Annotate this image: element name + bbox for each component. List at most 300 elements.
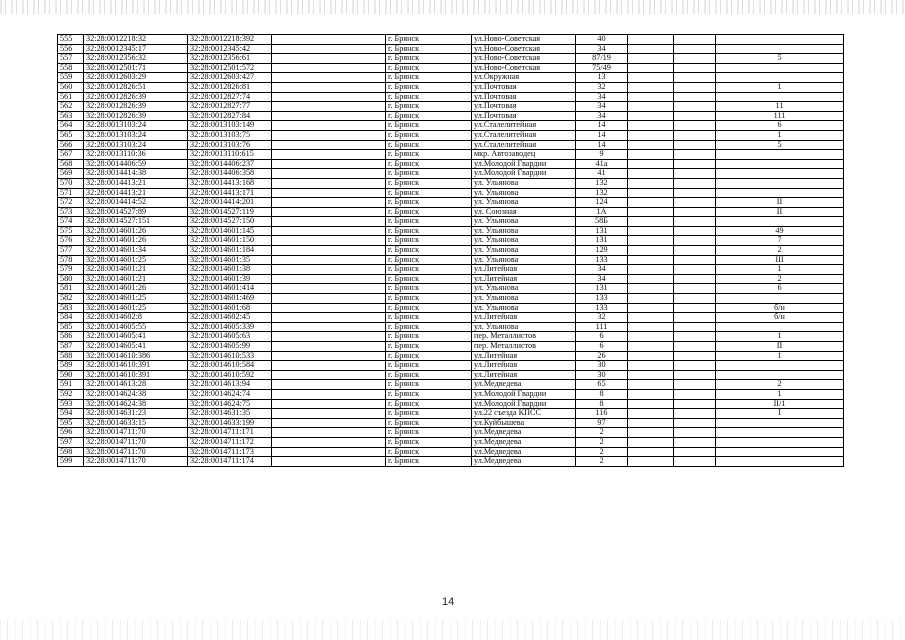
registry-rows xyxy=(58,35,844,467)
cell-apartment: 1 xyxy=(716,389,844,399)
cell-city: г. Брянск xyxy=(386,418,472,428)
table-row xyxy=(58,361,844,371)
cell-building xyxy=(628,82,674,92)
cell-cadastral-number-land: 32:28:0013103:24 xyxy=(84,140,188,150)
cell-object-name xyxy=(272,111,386,121)
cell-building xyxy=(628,35,674,45)
cell-building xyxy=(628,274,674,284)
cell-street: ул. Ульянова xyxy=(472,284,576,294)
cell-row-number: 559 xyxy=(58,73,84,83)
cell-apartment xyxy=(716,447,844,457)
cell-street: ул.Почтовая xyxy=(472,82,576,92)
table-row xyxy=(58,82,844,92)
cell-city: г. Брянск xyxy=(386,226,472,236)
cell-cadastral-number-land: 32:28:0014601:26 xyxy=(84,284,188,294)
cell-structure xyxy=(674,207,716,217)
cell-apartment xyxy=(716,92,844,102)
cell-object-name xyxy=(272,217,386,227)
cell-row-number: 583 xyxy=(58,303,84,313)
table-row xyxy=(58,389,844,399)
cell-apartment: 5 xyxy=(716,140,844,150)
cell-structure xyxy=(674,121,716,131)
cell-building xyxy=(628,322,674,332)
cell-cadastral-number-object: 32:28:0014624:74 xyxy=(188,389,272,399)
cell-cadastral-number-object: 32:28:0012218:392 xyxy=(188,35,272,45)
cell-street: ул.Медведева xyxy=(472,457,576,467)
cell-building xyxy=(628,370,674,380)
cell-apartment: II xyxy=(716,207,844,217)
cell-street: ул.Медведева xyxy=(472,437,576,447)
table-row xyxy=(58,111,844,121)
cell-structure xyxy=(674,44,716,54)
cell-house-number: 2 xyxy=(576,428,628,438)
cell-building xyxy=(628,255,674,265)
cell-cadastral-number-object: 32:28:0014605:339 xyxy=(188,322,272,332)
cell-apartment: II xyxy=(716,198,844,208)
cell-cadastral-number-object: 32:28:0014527:119 xyxy=(188,207,272,217)
cell-building xyxy=(628,342,674,352)
cell-object-name xyxy=(272,447,386,457)
table-row xyxy=(58,284,844,294)
cell-cadastral-number-land: 32:28:0014601:25 xyxy=(84,294,188,304)
cell-apartment: б/н xyxy=(716,313,844,323)
cell-cadastral-number-land: 32:28:0013103:24 xyxy=(84,130,188,140)
cell-apartment xyxy=(716,169,844,179)
cell-apartment: 2 xyxy=(716,246,844,256)
cell-cadastral-number-object: 32:28:0014633:199 xyxy=(188,418,272,428)
cell-house-number: 8 xyxy=(576,389,628,399)
cell-structure xyxy=(674,102,716,112)
cell-row-number: 573 xyxy=(58,207,84,217)
cell-apartment xyxy=(716,457,844,467)
cell-structure xyxy=(674,130,716,140)
cell-building xyxy=(628,226,674,236)
cell-structure xyxy=(674,361,716,371)
cell-cadastral-number-object: 32:28:0014711:171 xyxy=(188,428,272,438)
cell-apartment xyxy=(716,322,844,332)
cell-building xyxy=(628,447,674,457)
cell-city: г. Брянск xyxy=(386,111,472,121)
cell-cadastral-number-object: 32:28:0012827:84 xyxy=(188,111,272,121)
cell-cadastral-number-land: 32:28:0014624:38 xyxy=(84,389,188,399)
cell-cadastral-number-land: 32:28:0012826:39 xyxy=(84,92,188,102)
cell-structure xyxy=(674,322,716,332)
cell-cadastral-number-land: 32:28:0014610:391 xyxy=(84,361,188,371)
table-row xyxy=(58,447,844,457)
cell-cadastral-number-object: 32:28:0014610:584 xyxy=(188,361,272,371)
cell-city: г. Брянск xyxy=(386,303,472,313)
cell-structure xyxy=(674,226,716,236)
scan-noise-bottom xyxy=(0,620,905,640)
cell-street: ул.Сталелитейная xyxy=(472,130,576,140)
cell-house-number: 41 xyxy=(576,169,628,179)
cell-apartment xyxy=(716,44,844,54)
table-row xyxy=(58,130,844,140)
cell-row-number: 578 xyxy=(58,255,84,265)
cell-house-number: 124 xyxy=(576,198,628,208)
table-row xyxy=(58,150,844,160)
table-row xyxy=(58,370,844,380)
cell-street: ул. Ульянова xyxy=(472,246,576,256)
cell-object-name xyxy=(272,159,386,169)
cell-object-name xyxy=(272,409,386,419)
cell-cadastral-number-object: 32:28:0014527:150 xyxy=(188,217,272,227)
cell-building xyxy=(628,361,674,371)
cell-structure xyxy=(674,351,716,361)
cell-house-number: 34 xyxy=(576,111,628,121)
cell-house-number: 30 xyxy=(576,370,628,380)
cell-cadastral-number-land: 32:28:0014414:52 xyxy=(84,198,188,208)
cell-building xyxy=(628,140,674,150)
cell-street: ул. Ульянова xyxy=(472,188,576,198)
cell-cadastral-number-land: 32:28:0014711:70 xyxy=(84,428,188,438)
cell-object-name xyxy=(272,322,386,332)
cell-cadastral-number-object: 32:28:0014605:99 xyxy=(188,342,272,352)
cell-row-number: 566 xyxy=(58,140,84,150)
cell-row-number: 592 xyxy=(58,389,84,399)
cell-building xyxy=(628,178,674,188)
cell-structure xyxy=(674,428,716,438)
cell-object-name xyxy=(272,370,386,380)
cell-house-number: 14 xyxy=(576,121,628,131)
table-row xyxy=(58,351,844,361)
cell-row-number: 570 xyxy=(58,178,84,188)
cell-object-name xyxy=(272,399,386,409)
cell-street: пер. Металлистов xyxy=(472,342,576,352)
cell-structure xyxy=(674,437,716,447)
cell-apartment xyxy=(716,294,844,304)
cell-row-number: 571 xyxy=(58,188,84,198)
cell-row-number: 595 xyxy=(58,418,84,428)
cell-apartment: 1 xyxy=(716,82,844,92)
cell-house-number: 8 xyxy=(576,399,628,409)
cell-row-number: 574 xyxy=(58,217,84,227)
cell-city: г. Брянск xyxy=(386,322,472,332)
cell-cadastral-number-land: 32:28:0014624:38 xyxy=(84,399,188,409)
cell-house-number: 14 xyxy=(576,130,628,140)
table-row xyxy=(58,303,844,313)
table-row xyxy=(58,274,844,284)
cell-cadastral-number-object: 32:28:0014414:201 xyxy=(188,198,272,208)
cell-row-number: 562 xyxy=(58,102,84,112)
cell-cadastral-number-object: 32:28:0014711:174 xyxy=(188,457,272,467)
cell-structure xyxy=(674,246,716,256)
cell-object-name xyxy=(272,342,386,352)
cell-street: ул. Ульянова xyxy=(472,322,576,332)
cell-apartment xyxy=(716,437,844,447)
cell-cadastral-number-object: 32:28:0014613:94 xyxy=(188,380,272,390)
cell-structure xyxy=(674,198,716,208)
table-row xyxy=(58,44,844,54)
table-row xyxy=(58,265,844,275)
cell-structure xyxy=(674,150,716,160)
cell-row-number: 598 xyxy=(58,447,84,457)
cell-cadastral-number-land: 32:28:0014610:386 xyxy=(84,351,188,361)
cell-structure xyxy=(674,82,716,92)
cell-row-number: 564 xyxy=(58,121,84,131)
cell-object-name xyxy=(272,150,386,160)
cell-row-number: 589 xyxy=(58,361,84,371)
cell-structure xyxy=(674,274,716,284)
cell-house-number: 1А xyxy=(576,207,628,217)
cell-cadastral-number-land: 32:28:0014633:15 xyxy=(84,418,188,428)
cell-street: ул.Медведева xyxy=(472,428,576,438)
cell-cadastral-number-object: 32:28:0014602:45 xyxy=(188,313,272,323)
cell-structure xyxy=(674,111,716,121)
cell-street: ул.Литейная xyxy=(472,361,576,371)
cell-object-name xyxy=(272,457,386,467)
cell-apartment xyxy=(716,73,844,83)
cell-cadastral-number-object: 32:28:0012827:77 xyxy=(188,102,272,112)
cell-street: ул.Литейная xyxy=(472,274,576,284)
cell-city: г. Брянск xyxy=(386,54,472,64)
cell-structure xyxy=(674,313,716,323)
cell-structure xyxy=(674,389,716,399)
cell-object-name xyxy=(272,198,386,208)
cell-building xyxy=(628,351,674,361)
cell-cadastral-number-land: 32:28:0012826:39 xyxy=(84,102,188,112)
cell-row-number: 581 xyxy=(58,284,84,294)
cell-cadastral-number-land: 32:28:0012826:39 xyxy=(84,111,188,121)
cell-house-number: 34 xyxy=(576,102,628,112)
cell-street: ул. Союзная xyxy=(472,207,576,217)
cell-house-number: 131 xyxy=(576,226,628,236)
cell-row-number: 561 xyxy=(58,92,84,102)
cell-building xyxy=(628,130,674,140)
cell-row-number: 557 xyxy=(58,54,84,64)
cell-cadastral-number-object: 32:28:0014601:184 xyxy=(188,246,272,256)
cell-house-number: 34 xyxy=(576,265,628,275)
cell-row-number: 582 xyxy=(58,294,84,304)
cell-house-number: 111 xyxy=(576,322,628,332)
cell-object-name xyxy=(272,63,386,73)
cell-street: ул.22 съезда КПСС xyxy=(472,409,576,419)
cell-building xyxy=(628,418,674,428)
cell-apartment xyxy=(716,35,844,45)
cell-object-name xyxy=(272,178,386,188)
cell-cadastral-number-land: 32:28:0012356:32 xyxy=(84,54,188,64)
cell-city: г. Брянск xyxy=(386,236,472,246)
cell-city: г. Брянск xyxy=(386,399,472,409)
cell-building xyxy=(628,399,674,409)
cell-row-number: 584 xyxy=(58,313,84,323)
cell-city: г. Брянск xyxy=(386,265,472,275)
cell-cadastral-number-land: 32:28:0013103:24 xyxy=(84,121,188,131)
cell-city: г. Брянск xyxy=(386,342,472,352)
cell-cadastral-number-land: 32:28:0014601:26 xyxy=(84,236,188,246)
cell-object-name xyxy=(272,73,386,83)
cell-cadastral-number-object: 32:28:0014406:358 xyxy=(188,169,272,179)
table-row xyxy=(58,437,844,447)
cell-building xyxy=(628,294,674,304)
cell-row-number: 577 xyxy=(58,246,84,256)
cell-cadastral-number-object: 32:28:0014601:39 xyxy=(188,274,272,284)
cell-structure xyxy=(674,54,716,64)
table-row xyxy=(58,73,844,83)
cell-object-name xyxy=(272,418,386,428)
cell-cadastral-number-land: 32:28:0012603:29 xyxy=(84,73,188,83)
cell-house-number: 58Б xyxy=(576,217,628,227)
cell-house-number: 97 xyxy=(576,418,628,428)
cell-house-number: 2 xyxy=(576,457,628,467)
table-row xyxy=(58,332,844,342)
table-row xyxy=(58,399,844,409)
table-row xyxy=(58,92,844,102)
cell-row-number: 579 xyxy=(58,265,84,275)
cell-cadastral-number-object: 32:28:0012826:81 xyxy=(188,82,272,92)
cell-apartment: 7 xyxy=(716,236,844,246)
cell-building xyxy=(628,380,674,390)
cell-apartment: б/н xyxy=(716,303,844,313)
cell-apartment: 2 xyxy=(716,274,844,284)
cell-cadastral-number-object: 32:28:0014601:414 xyxy=(188,284,272,294)
cell-street: ул.Ново-Советская xyxy=(472,44,576,54)
cell-row-number: 593 xyxy=(58,399,84,409)
cell-street: ул.Молодой Гвардии xyxy=(472,389,576,399)
cell-apartment: 1 xyxy=(716,130,844,140)
cell-building xyxy=(628,188,674,198)
table-row xyxy=(58,380,844,390)
cell-city: г. Брянск xyxy=(386,380,472,390)
cell-building xyxy=(628,44,674,54)
page-number: 14 xyxy=(442,596,455,608)
cell-apartment: 1 xyxy=(716,351,844,361)
cell-city: г. Брянск xyxy=(386,457,472,467)
cell-structure xyxy=(674,236,716,246)
cell-house-number: 87/19 xyxy=(576,54,628,64)
cell-building xyxy=(628,246,674,256)
cell-cadastral-number-land: 32:28:0014602:8 xyxy=(84,313,188,323)
cell-building xyxy=(628,63,674,73)
cell-structure xyxy=(674,409,716,419)
cell-row-number: 572 xyxy=(58,198,84,208)
cell-apartment xyxy=(716,150,844,160)
cell-cadastral-number-land: 32:28:0014711:70 xyxy=(84,457,188,467)
cell-structure xyxy=(674,92,716,102)
cell-building xyxy=(628,303,674,313)
cell-cadastral-number-object: 32:28:0014406:237 xyxy=(188,159,272,169)
cell-street: ул.Ново-Советская xyxy=(472,35,576,45)
cell-apartment: 6 xyxy=(716,284,844,294)
cell-structure xyxy=(674,284,716,294)
cell-city: г. Брянск xyxy=(386,121,472,131)
cell-city: г. Брянск xyxy=(386,198,472,208)
table-row xyxy=(58,236,844,246)
cell-city: г. Брянск xyxy=(386,188,472,198)
cell-structure xyxy=(674,73,716,83)
table-row xyxy=(58,169,844,179)
cell-row-number: 556 xyxy=(58,44,84,54)
cell-building xyxy=(628,54,674,64)
cell-apartment xyxy=(716,63,844,73)
cell-row-number: 587 xyxy=(58,342,84,352)
cell-object-name xyxy=(272,265,386,275)
cell-row-number: 560 xyxy=(58,82,84,92)
cell-city: г. Брянск xyxy=(386,178,472,188)
cell-house-number: 131 xyxy=(576,236,628,246)
cell-apartment: 49 xyxy=(716,226,844,236)
cell-cadastral-number-object: 32:28:0014610:533 xyxy=(188,351,272,361)
cell-object-name xyxy=(272,236,386,246)
cell-street: ул.Сталелитейная xyxy=(472,140,576,150)
cell-object-name xyxy=(272,130,386,140)
cell-structure xyxy=(674,294,716,304)
table-row xyxy=(58,409,844,419)
table-row xyxy=(58,418,844,428)
cell-cadastral-number-land: 32:28:0014601:25 xyxy=(84,303,188,313)
cell-building xyxy=(628,389,674,399)
cell-structure xyxy=(674,457,716,467)
cell-city: г. Брянск xyxy=(386,428,472,438)
cell-apartment xyxy=(716,217,844,227)
cell-cadastral-number-land: 32:28:0014414:38 xyxy=(84,169,188,179)
cell-street: ул.Молодой Гвардии xyxy=(472,399,576,409)
cell-cadastral-number-object: 32:28:0014413:168 xyxy=(188,178,272,188)
cell-apartment xyxy=(716,361,844,371)
cell-object-name xyxy=(272,380,386,390)
cell-city: г. Брянск xyxy=(386,255,472,265)
cell-city: г. Брянск xyxy=(386,246,472,256)
cell-cadastral-number-land: 32:28:0014413:21 xyxy=(84,178,188,188)
cell-object-name xyxy=(272,140,386,150)
cell-row-number: 568 xyxy=(58,159,84,169)
cell-row-number: 558 xyxy=(58,63,84,73)
table-row xyxy=(58,207,844,217)
cell-city: г. Брянск xyxy=(386,274,472,284)
cell-street: пер. Металлистов xyxy=(472,332,576,342)
cell-structure xyxy=(674,342,716,352)
cell-house-number: 34 xyxy=(576,92,628,102)
cell-street: ул.Молодой Гвардии xyxy=(472,169,576,179)
cell-cadastral-number-object: 32:28:0014711:172 xyxy=(188,437,272,447)
cell-cadastral-number-object: 32:28:0014711:173 xyxy=(188,447,272,457)
cell-street: ул. Ульянова xyxy=(472,178,576,188)
cell-street: ул.Почтовая xyxy=(472,92,576,102)
cell-street: ул. Ульянова xyxy=(472,198,576,208)
cell-structure xyxy=(674,380,716,390)
cell-row-number: 596 xyxy=(58,428,84,438)
cell-house-number: 34 xyxy=(576,274,628,284)
cell-city: г. Брянск xyxy=(386,140,472,150)
cell-street: ул.Куйбышева xyxy=(472,418,576,428)
cell-cadastral-number-object: 32:28:0014624:75 xyxy=(188,399,272,409)
cell-row-number: 585 xyxy=(58,322,84,332)
cell-cadastral-number-object: 32:28:0012501:572 xyxy=(188,63,272,73)
table-row xyxy=(58,159,844,169)
table-row xyxy=(58,255,844,265)
cell-city: г. Брянск xyxy=(386,207,472,217)
cell-house-number: 34 xyxy=(576,44,628,54)
cell-structure xyxy=(674,332,716,342)
cell-object-name xyxy=(272,351,386,361)
cell-house-number: 14 xyxy=(576,140,628,150)
cell-city: г. Брянск xyxy=(386,332,472,342)
table-row xyxy=(58,457,844,467)
scan-noise-top xyxy=(0,0,905,14)
cell-street: ул.Молодой Гвардии xyxy=(472,159,576,169)
cell-house-number: 6 xyxy=(576,342,628,352)
cell-building xyxy=(628,457,674,467)
cell-city: г. Брянск xyxy=(386,73,472,83)
cell-house-number: 6 xyxy=(576,332,628,342)
cell-object-name xyxy=(272,226,386,236)
cell-apartment: 5 xyxy=(716,54,844,64)
cell-cadastral-number-land: 32:28:0012826:51 xyxy=(84,82,188,92)
cell-cadastral-number-land: 32:28:0014711:70 xyxy=(84,437,188,447)
cell-street: ул. Ульянова xyxy=(472,226,576,236)
cell-object-name xyxy=(272,121,386,131)
cell-structure xyxy=(674,63,716,73)
